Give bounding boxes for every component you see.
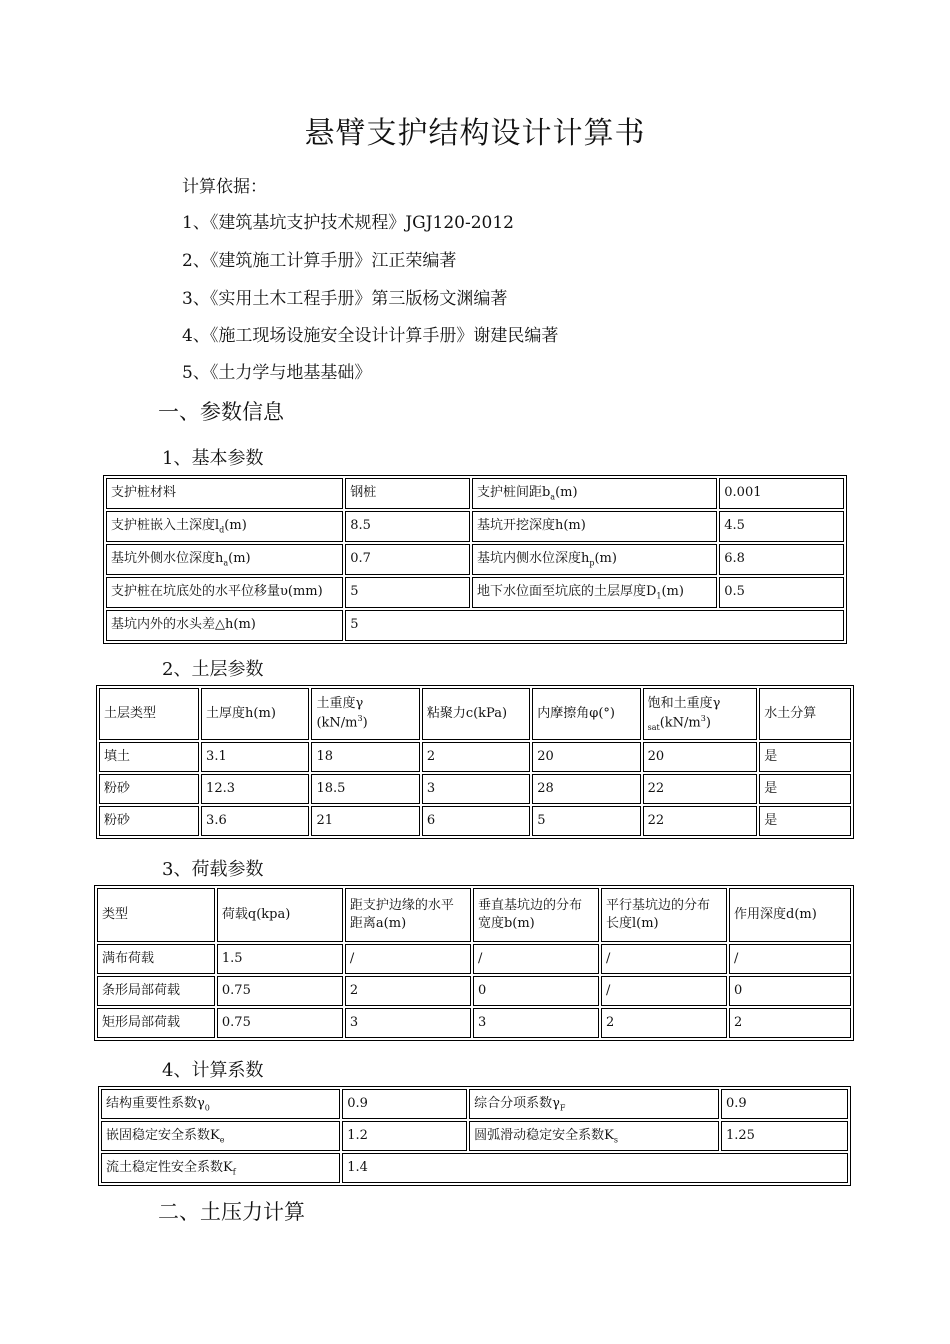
coef-table xyxy=(98,1086,851,1186)
cell-value: 0.9 xyxy=(721,1089,848,1119)
table-cell: 2 xyxy=(601,1008,727,1038)
cell-label: 支护桩在坑底处的水平位移量υ(mm) xyxy=(106,577,343,608)
table-cell: 20 xyxy=(643,742,758,772)
table-cell: 6 xyxy=(422,806,530,836)
load-params-table xyxy=(94,885,854,1041)
table-cell: 28 xyxy=(532,774,640,804)
table-cell: 0 xyxy=(473,976,599,1006)
table-cell: 2 xyxy=(422,742,530,772)
table-cell: 粉砂 xyxy=(99,774,199,804)
table-cell: 12.3 xyxy=(201,774,309,804)
basis-heading: 计算依据： xyxy=(182,177,267,197)
table-cell: 条形局部荷载 xyxy=(97,976,215,1006)
basis-item: 3、《实用土木工程手册》第三版杨文渊编著 xyxy=(182,289,508,309)
header-cell: 土厚度h(m) xyxy=(201,688,309,740)
cell-value: 钢桩 xyxy=(345,478,470,509)
header-cell: 土层类型 xyxy=(99,688,199,740)
table-cell: 3 xyxy=(422,774,530,804)
cell-value: 1.4 xyxy=(342,1153,848,1183)
cell-label: 圆弧滑动稳定安全系数$K_s$ xyxy=(469,1121,719,1151)
table-cell: 0.75 xyxy=(217,1008,343,1038)
table-cell: 填土 xyxy=(99,742,199,772)
subheading-load: 3、荷载参数 xyxy=(162,859,264,880)
header-cell: 距支护边缘的水平距离a(m) xyxy=(345,888,471,942)
table-cell: / xyxy=(345,944,471,974)
basis-item: 5、《土力学与地基基础》 xyxy=(182,363,372,383)
table-cell: 满布荷载 xyxy=(97,944,215,974)
subheading-soil: 2、土层参数 xyxy=(162,659,264,680)
header-cell: 类型 xyxy=(97,888,215,942)
table-cell: 3 xyxy=(345,1008,471,1038)
header-cell: 荷载q(kpa) xyxy=(217,888,343,942)
cell-value: 1.25 xyxy=(721,1121,848,1151)
table-cell: / xyxy=(601,976,727,1006)
table-cell: 21 xyxy=(311,806,419,836)
cell-label: 支护桩嵌入土深度$l_d(m)$ xyxy=(106,511,343,542)
subheading-coef: 4、计算系数 xyxy=(162,1060,264,1081)
cell-label: 结构重要性系数$\gamma_0$ xyxy=(101,1089,340,1119)
header-cell: 粘聚力c(kPa) xyxy=(422,688,530,740)
basis-item: 1、《建筑基坑支护技术规程》JGJ120-2012 xyxy=(182,213,514,233)
cell-label: 综合分项系数$\gamma_F$ xyxy=(469,1089,719,1119)
basic-params-table xyxy=(103,475,847,644)
table-cell: 3.1 xyxy=(201,742,309,772)
header-cell: 土重度γ $(kN/m^3)$ xyxy=(311,688,419,740)
table-cell: 20 xyxy=(532,742,640,772)
table-cell: 0.75 xyxy=(217,976,343,1006)
cell-value: 5 xyxy=(345,610,844,641)
header-cell: 垂直基坑边的分布宽度b(m) xyxy=(473,888,599,942)
cell-label: 嵌固稳定安全系数$K_e$ xyxy=(101,1121,340,1151)
table-cell: 5 xyxy=(532,806,640,836)
cell-value: 0.9 xyxy=(342,1089,467,1119)
soil-params-table xyxy=(96,685,854,839)
cell-label: 基坑外侧水位深度$h_a(m)$ xyxy=(106,544,343,575)
cell-label: 基坑内外的水头差△h(m) xyxy=(106,610,343,641)
cell-label: 流土稳定性安全系数$K_f$ xyxy=(101,1153,340,1183)
cell-value: 4.5 xyxy=(719,511,844,542)
table-cell: / xyxy=(473,944,599,974)
table-cell: / xyxy=(601,944,727,974)
table-cell: 2 xyxy=(345,976,471,1006)
cell-value: 8.5 xyxy=(345,511,470,542)
cell-value: 6.8 xyxy=(719,544,844,575)
subheading-basic: 1、基本参数 xyxy=(162,448,264,469)
cell-label: 支护桩间距$b_a(m)$ xyxy=(472,478,717,509)
cell-value: 1.2 xyxy=(342,1121,467,1151)
cell-value: 0.001 xyxy=(719,478,844,509)
header-cell: 水土分算 xyxy=(759,688,851,740)
document-title: 悬臂支护结构设计计算书 xyxy=(304,116,646,151)
cell-label: 基坑内侧水位深度$h_p(m)$ xyxy=(472,544,717,575)
table-cell: 18.5 xyxy=(311,774,419,804)
table-cell: 0 xyxy=(729,976,851,1006)
table-cell: 粉砂 xyxy=(99,806,199,836)
header-cell: 饱和土重度γ $_{sat}(kN/m^3)$ xyxy=(643,688,758,740)
table-cell: 是 xyxy=(759,774,851,804)
section-heading-params: 一、参数信息 xyxy=(158,400,284,424)
section-heading-earth-pressure: 二、土压力计算 xyxy=(158,1200,305,1224)
table-cell: 是 xyxy=(759,742,851,772)
basis-item: 2、《建筑施工计算手册》江正荣编著 xyxy=(182,251,457,271)
table-cell: 18 xyxy=(311,742,419,772)
cell-value: 0.5 xyxy=(719,577,844,608)
cell-value: 0.7 xyxy=(345,544,470,575)
cell-label: 地下水位面至坑底的土层厚度$D_1(m)$ xyxy=(472,577,717,608)
header-cell: 作用深度d(m) xyxy=(729,888,851,942)
header-cell: 平行基坑边的分布长度l(m) xyxy=(601,888,727,942)
cell-value: 5 xyxy=(345,577,470,608)
table-cell: 2 xyxy=(729,1008,851,1038)
table-cell: 3.6 xyxy=(201,806,309,836)
table-cell: 1.5 xyxy=(217,944,343,974)
table-cell: 22 xyxy=(643,806,758,836)
table-cell: 3 xyxy=(473,1008,599,1038)
table-cell: / xyxy=(729,944,851,974)
table-cell: 矩形局部荷载 xyxy=(97,1008,215,1038)
cell-label: 支护桩材料 xyxy=(106,478,343,509)
table-cell: 是 xyxy=(759,806,851,836)
table-cell: 22 xyxy=(643,774,758,804)
basis-item: 4、《施工现场设施安全设计计算手册》谢建民编著 xyxy=(182,326,559,346)
cell-label: 基坑开挖深度h(m) xyxy=(472,511,717,542)
header-cell: 内摩擦角φ(°) xyxy=(532,688,640,740)
